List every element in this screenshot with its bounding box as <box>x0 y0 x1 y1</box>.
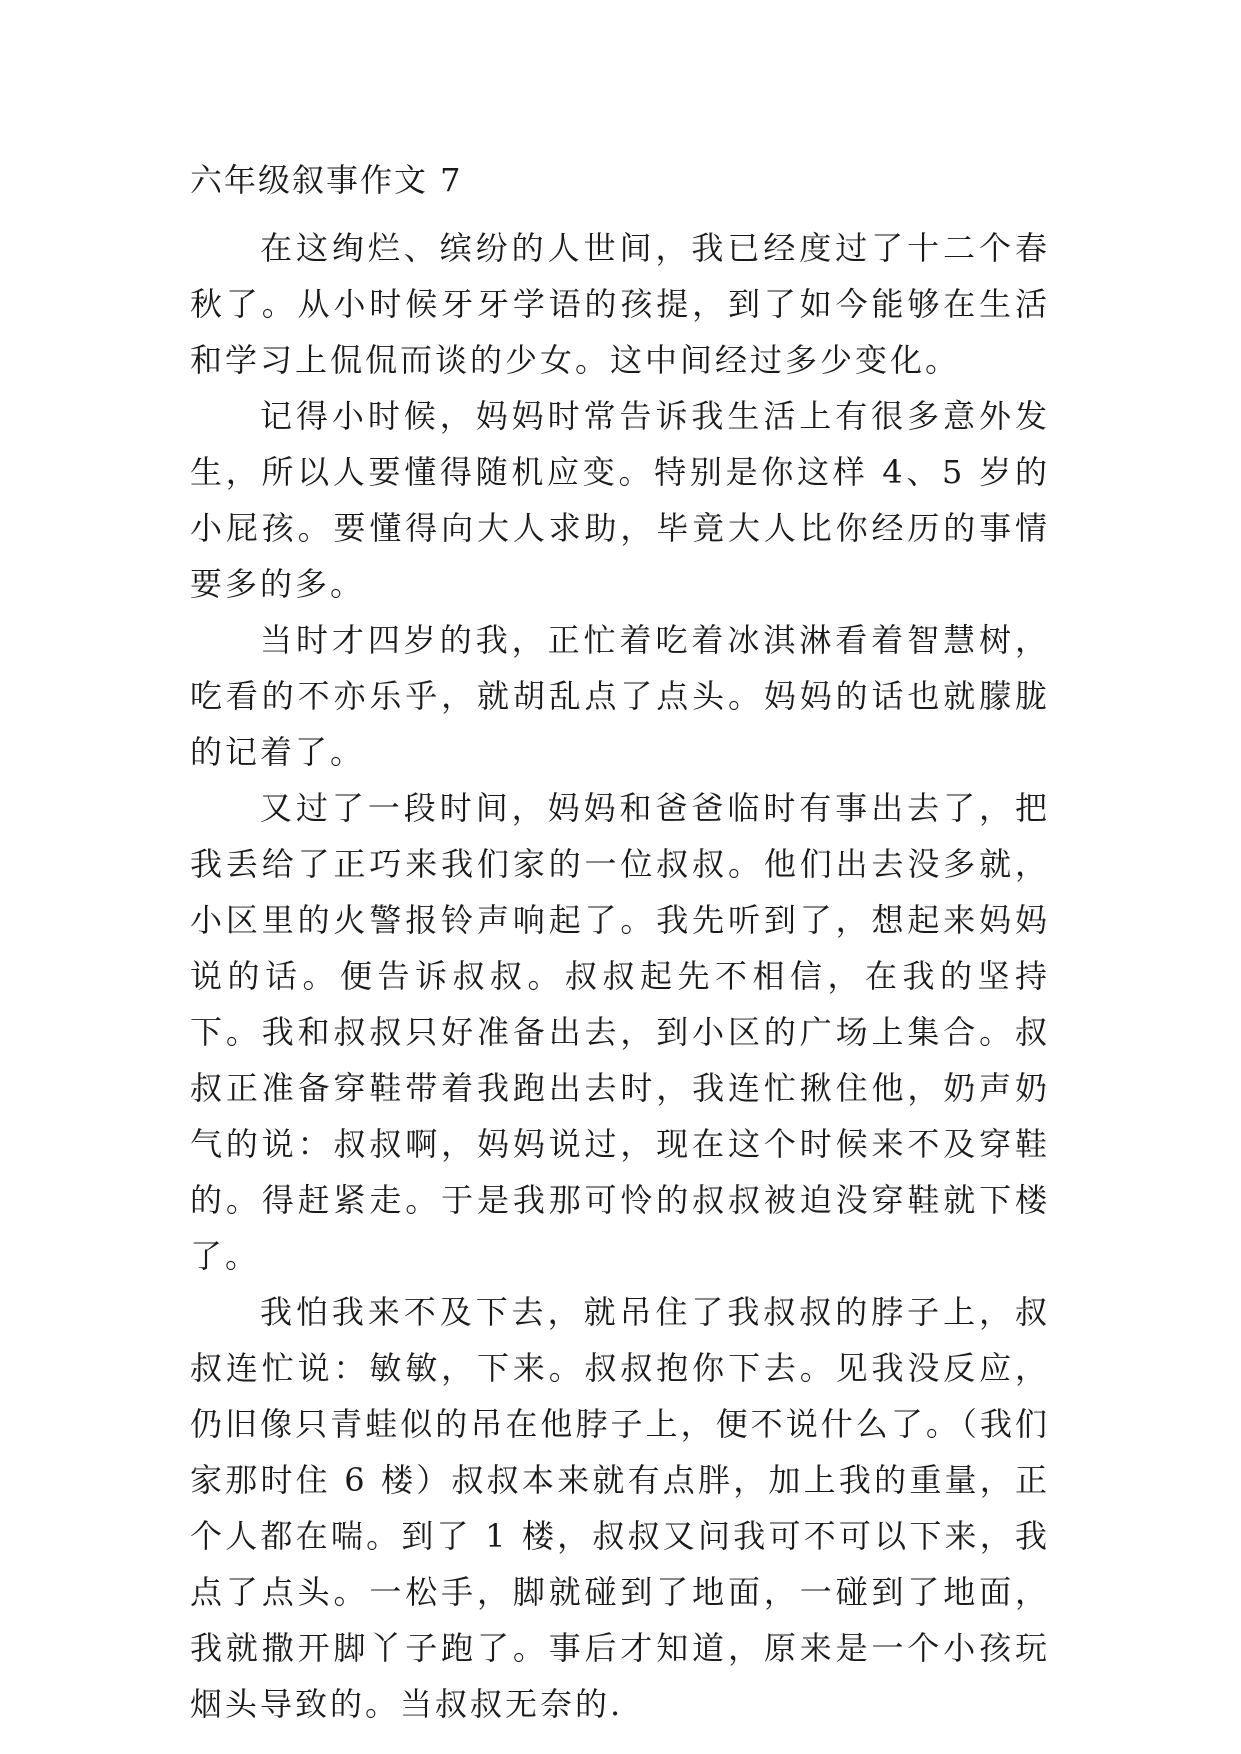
paragraph: 当时才四岁的我，正忙着吃着冰淇淋看着智慧树，吃看的不亦乐乎，就胡乱点了点头。妈妈的话也就朦胧的记着了。 <box>190 621 1050 771</box>
document-title: 六年级叙事作文 7 <box>190 161 463 199</box>
document-body <box>190 220 1050 1732</box>
paragraph: 我怕我来不及下去，就吊住了我叔叔的脖子上，叔叔连忙说：敏敏，下来。叔叔抱你下去。见我没反应，仍旧像只青蛙似的吊在他脖子上，便不说什么了。（我们家那时住 6 楼）叔叔本来就有点胖，加上我的重量，正个人都在喘。到了 1 楼，叔叔又问我可不可以下来，我点了点头。一松手，脚就碰到了地面，一碰到了地面，我就撒开脚丫子跑了。事后才知道，原来是一个小孩玩烟头导致的。当叔叔无奈的. <box>190 1293 1050 1723</box>
paragraph: 又过了一段时间，妈妈和爸爸临时有事出去了，把我丢给了正巧来我们家的一位叔叔。他们出去没多就，小区里的火警报铃声响起了。我先听到了，想起来妈妈说的话。便告诉叔叔。叔叔起先不相信，在我的坚持下。我和叔叔只好准备出去，到小区的广场上集合。叔叔正准备穿鞋带着我跑出去时，我连忙揪住他，奶声奶气的说：叔叔啊，妈妈说过，现在这个时候来不及穿鞋的。得赶紧走。于是我那可怜的叔叔被迫没穿鞋就下楼了。 <box>190 789 1050 1275</box>
paragraph: 记得小时候，妈妈时常告诉我生活上有很多意外发生，所以人要懂得随机应变。特别是你这样 4、5 岁的小屁孩。要懂得向大人求助，毕竟大人比你经历的事情要多的多。 <box>190 397 1050 603</box>
paragraph: 在这绚烂、缤纷的人世间，我已经度过了十二个春秋了。从小时候牙牙学语的孩提，到了如今能够在生活和学习上侃侃而谈的少女。这中间经过多少变化。 <box>190 229 1050 379</box>
